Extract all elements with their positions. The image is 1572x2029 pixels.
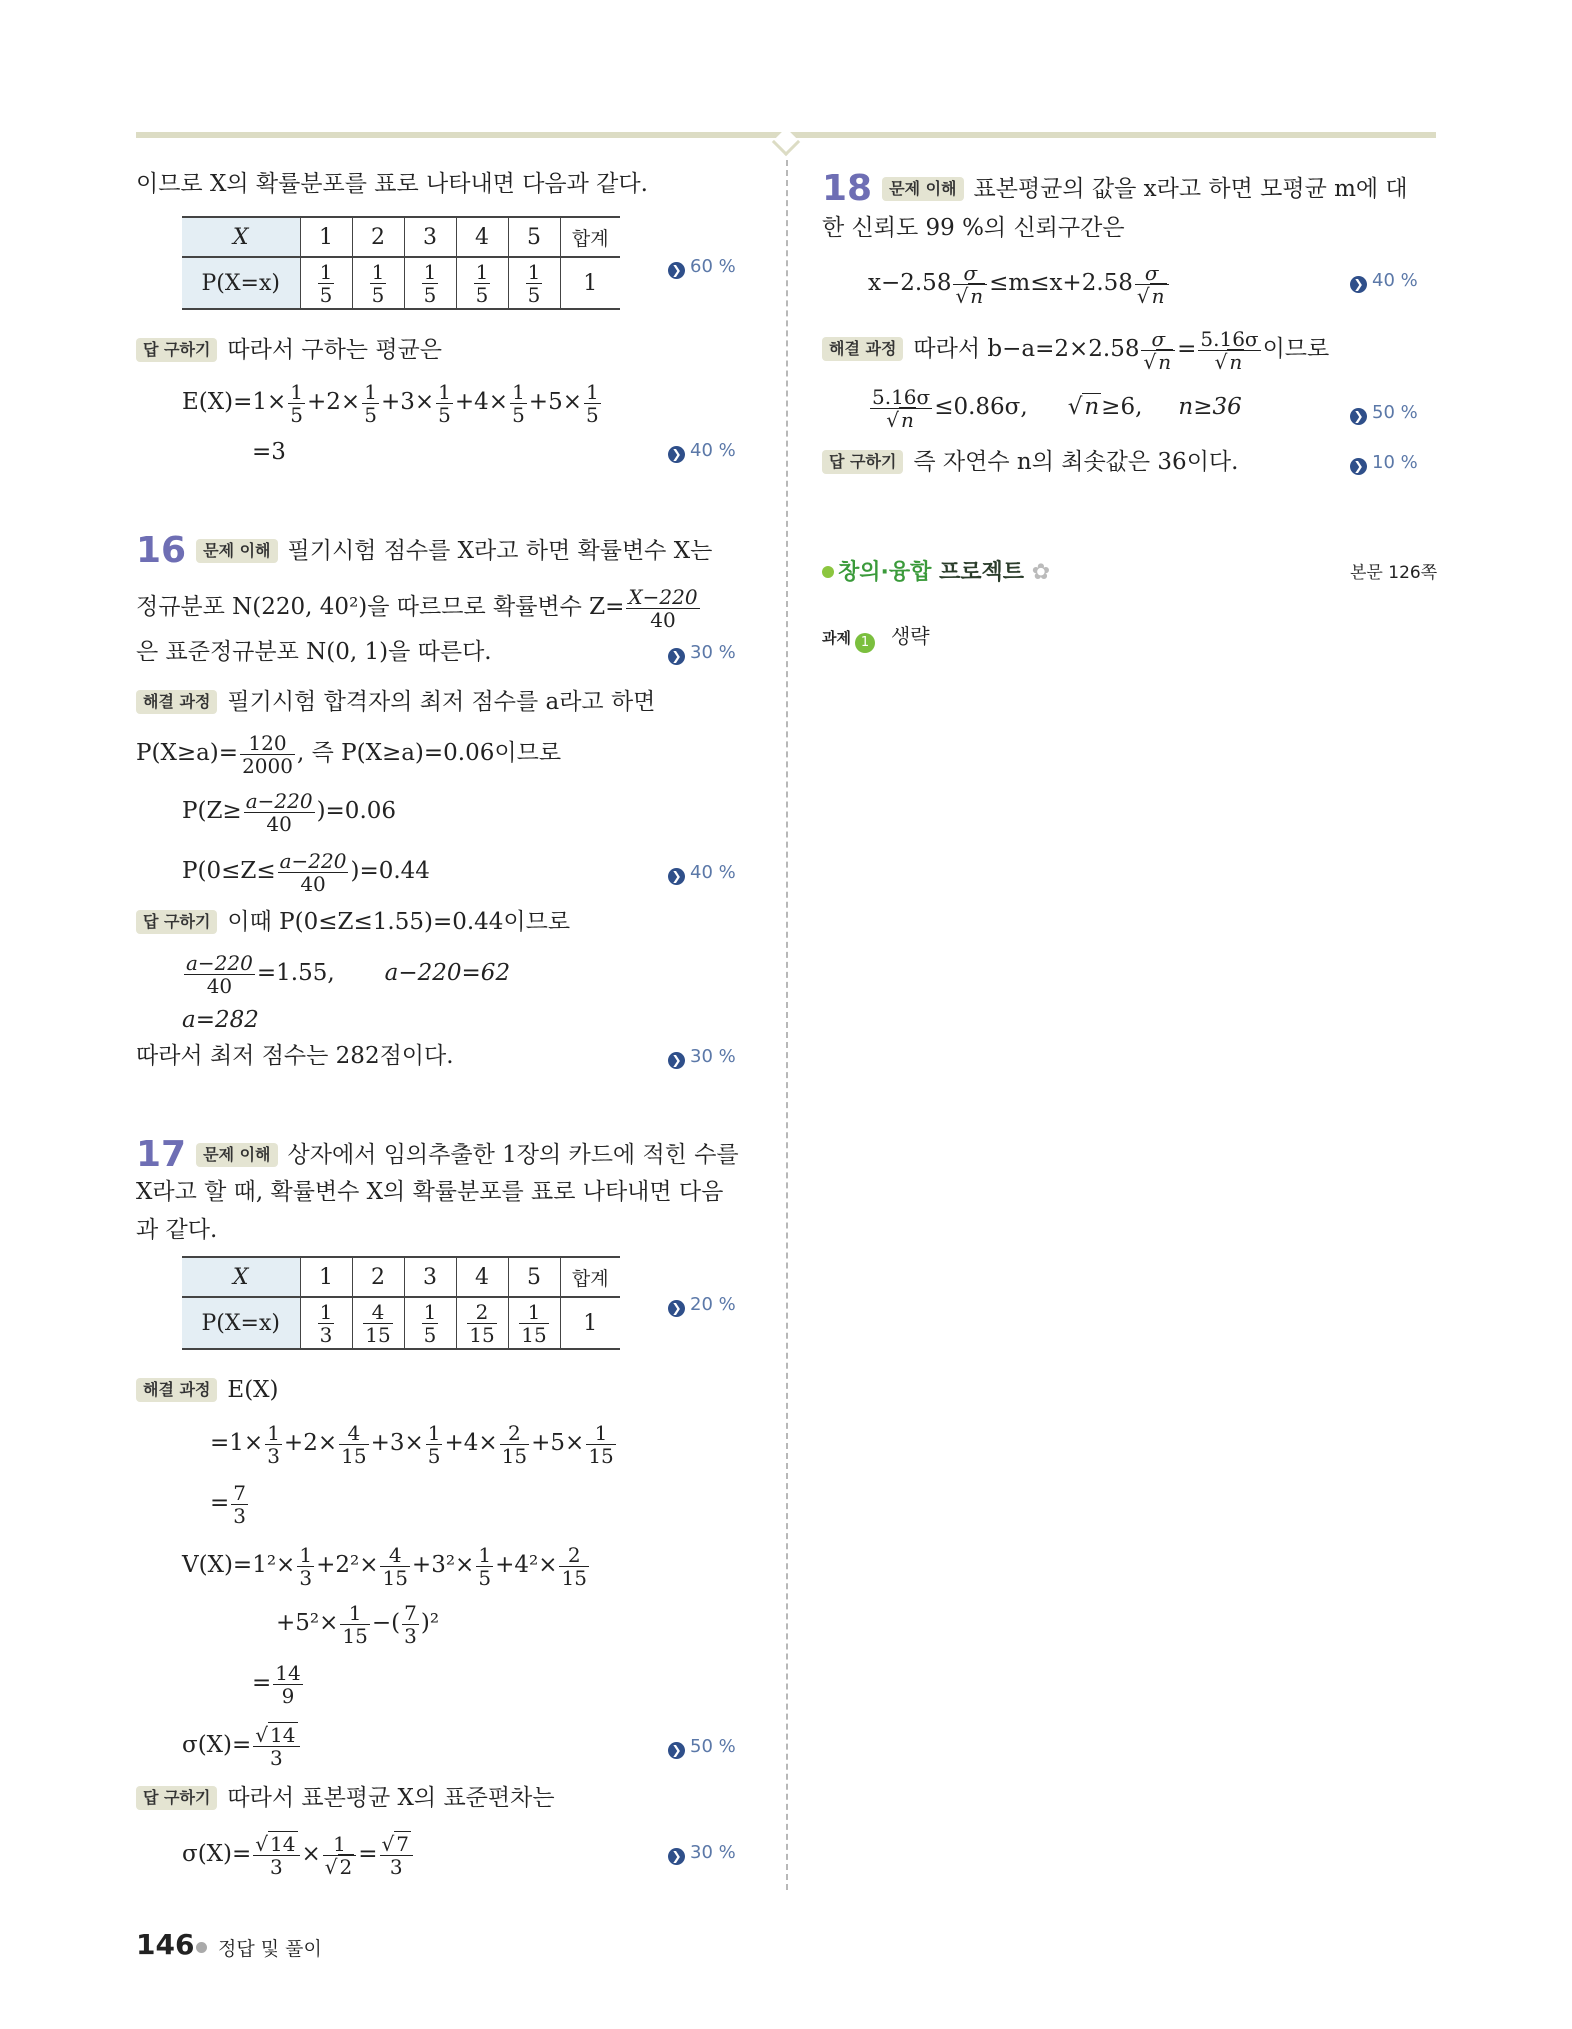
- q16-line-1: 16 문제 이해 필기시험 점수를 X라고 하면 확률변수 X는: [136, 530, 713, 571]
- q18-line-5: $\frac{5.16\sigma}{√ n}$ ≤0.86σ, √n≥6, n≥36: [872, 384, 1242, 432]
- table-cell: 5: [508, 217, 560, 257]
- q15-pct-1: ❯ 60 %: [668, 256, 736, 279]
- q16-line-11: 따라서 최저 점수는 282점이다.: [136, 1043, 454, 1069]
- q17-pct-2: ❯ 50 %: [668, 1736, 736, 1759]
- q16-line-3: 은 표준정규분포 N(0, 1)을 따른다.: [136, 639, 492, 665]
- table-cell: $\frac{1}{5}$: [300, 257, 352, 309]
- table-cell: 합계: [560, 217, 620, 257]
- question-number: 16: [136, 530, 187, 571]
- creative-project-title: 창의·융합 프로젝트 ✿: [822, 555, 1050, 586]
- table-p-header: P(X=x): [182, 257, 300, 309]
- table-cell: 3: [404, 1257, 456, 1297]
- table-cell: 3: [404, 217, 456, 257]
- q16-line-7: P(0≤Z≤ $\frac{a-220}{40}$ )=0.44: [182, 848, 430, 896]
- q17-line-1: 17 문제 이해 상자에서 임의추출한 1장의 카드에 적힌 수를: [136, 1134, 739, 1175]
- q16-line-6: P(Z≥ $\frac{a-220}{40}$ )=0.06: [182, 788, 397, 836]
- footer-section: 정답 및 풀이: [218, 1938, 322, 1960]
- q18-line-1: 18 문제 이해 표본평균의 값을 x라고 하면 모평균 m에 대: [822, 168, 1408, 209]
- q16-pct-2: ❯ 40 %: [668, 862, 736, 885]
- table-cell: $\frac{1}{5}$: [456, 257, 508, 309]
- q17-line-2: X라고 할 때, 확률변수 X의 확률분포를 표로 나타내면 다음: [136, 1179, 724, 1205]
- q17-vx-result: = $\frac{14}{9}$: [252, 1660, 301, 1708]
- q18-line-6: 답 구하기 즉 자연수 n의 최솟값은 36이다.: [822, 446, 1238, 478]
- table-cell: $\frac{1}{5}$: [404, 257, 456, 309]
- q16-line-10: a=282: [182, 1007, 259, 1033]
- creative-project-ref: 본문 126쪽: [1350, 563, 1438, 583]
- q16-line-4: 해결 과정 필기시험 합격자의 최저 점수를 a라고 하면: [136, 686, 655, 718]
- task-number-icon: 1: [855, 633, 875, 653]
- table-cell: $\frac{1}{5}$: [404, 1297, 456, 1349]
- q17-pct-3: ❯ 30 %: [668, 1842, 736, 1865]
- table-cell: $\frac{1}{5}$: [508, 257, 560, 309]
- table-cell: 1: [560, 257, 620, 309]
- table-cell: 5: [508, 1257, 560, 1297]
- q16-line-8: 답 구하기 이때 P(0≤Z≤1.55)=0.44이므로: [136, 906, 570, 938]
- question-number: 17: [136, 1134, 187, 1175]
- q17-vx-line-2: +5²× $\frac{1}{15}$ −( $\frac{7}{3}$ )²: [276, 1600, 440, 1648]
- q17-vx-line-1: V(X)=1²× $\frac{1}{3}$ +2²× $\frac{4}{15}$ +3²× $\frac{1}{5}$ +4²× $\frac{2}{15}$: [182, 1542, 587, 1590]
- q16-pct-3: ❯ 30 %: [668, 1046, 736, 1069]
- q15-pct-2: ❯ 40 %: [668, 440, 736, 463]
- q15-answer: 답 구하기 따라서 구하는 평균은: [136, 334, 442, 366]
- q18-pct-3: ❯ 10 %: [1350, 452, 1418, 475]
- table-cell: $\frac{1}{5}$: [352, 257, 404, 309]
- table-x-header: X: [182, 217, 300, 257]
- table-p-header: P(X=x): [182, 1297, 300, 1349]
- q15-table: [182, 216, 620, 310]
- table-cell: 2: [352, 217, 404, 257]
- q15-intro: 이므로 X의 확률분포를 표로 나타내면 다음과 같다.: [136, 171, 648, 197]
- table-cell: 4: [456, 217, 508, 257]
- q17-ex-result: = $\frac{7}{3}$: [210, 1480, 247, 1528]
- q18-line-3: x−2.58 $\frac{\sigma}{√ n}$ ≤m≤x+2.58 $\frac{\sigma}{√ n}$: [868, 256, 1171, 310]
- q15-eq: E(X)=1× $\frac{1}{5}$ +2× $\frac{1}{5}$ +3× $\frac{1}{5}$ +4× $\frac{1}{5}$ +5× $\frac{1}{5}$: [182, 379, 599, 427]
- q18-pct-1: ❯ 40 %: [1350, 270, 1418, 293]
- table-cell: 1: [300, 217, 352, 257]
- q17-line-3: 과 같다.: [136, 1217, 218, 1243]
- q15-eq-result: =3: [252, 439, 286, 465]
- q16-line-9: $\frac{a-220}{40}$ =1.55, a−220=62: [186, 950, 511, 998]
- q16-line-2: 정규분포 N(220, 40²)을 따르므로 확률변수 Z= $\frac{X-220}{40}$: [136, 584, 698, 632]
- answer-tag: 답 구하기: [136, 338, 217, 362]
- table-cell: 1: [560, 1297, 620, 1349]
- q18-line-2: 한 신뢰도 99 %의 신뢰구간은: [822, 215, 1125, 241]
- q17-pct-1: ❯ 20 %: [668, 1294, 736, 1317]
- q17-ex-label: 해결 과정 E(X): [136, 1374, 279, 1406]
- question-number: 18: [822, 168, 873, 209]
- table-cell: 2: [352, 1257, 404, 1297]
- q18-pct-2: ❯ 50 %: [1350, 402, 1418, 425]
- q17-answer-eq: σ(X)= $\frac{√ 14}{3}$ × $\frac{1}{√ 2}$ = $\frac{√ 7}{3}$: [182, 1826, 415, 1882]
- table-cell: $\frac{1}{15}$: [508, 1297, 560, 1349]
- table-cell: $\frac{4}{15}$: [352, 1297, 404, 1349]
- q17-ex-line: =1× $\frac{1}{3}$ +2× $\frac{4}{15}$ +3× $\frac{1}{5}$ +4× $\frac{2}{15}$ +5× $\frac{1}{15}$: [210, 1420, 614, 1468]
- table-cell: 합계: [560, 1257, 620, 1297]
- q18-line-4: 해결 과정 따라서 b−a=2×2.58 $\frac{\sigma}{√ n}$ = $\frac{5.16\sigma}{√ n}$ 이므로: [822, 322, 1329, 376]
- q17-sd: σ(X)= $\frac{√ 14}{3}$: [182, 1720, 302, 1770]
- creative-task: 과제 1 생략: [822, 620, 930, 653]
- q16-line-5: P(X≥a)= $\frac{120}{2000}$ , 즉 P(X≥a)=0.06이므로: [136, 730, 562, 778]
- table-cell: $\frac{1}{3}$: [300, 1297, 352, 1349]
- page-number: 146: [136, 1928, 195, 1961]
- bullet-icon: [822, 566, 834, 578]
- table-x-header: X: [182, 1257, 300, 1297]
- puzzle-icon: ✿: [1031, 560, 1051, 585]
- q17-table: [182, 1256, 620, 1350]
- q16-pct-1: ❯ 30 %: [668, 642, 736, 665]
- column-divider: [786, 160, 788, 1890]
- table-cell: 1: [300, 1257, 352, 1297]
- table-cell: 4: [456, 1257, 508, 1297]
- q17-answer: 답 구하기 따라서 표본평균 X의 표준편차는: [136, 1782, 555, 1814]
- table-cell: $\frac{2}{15}$: [456, 1297, 508, 1349]
- footer-dot-icon: [196, 1942, 207, 1953]
